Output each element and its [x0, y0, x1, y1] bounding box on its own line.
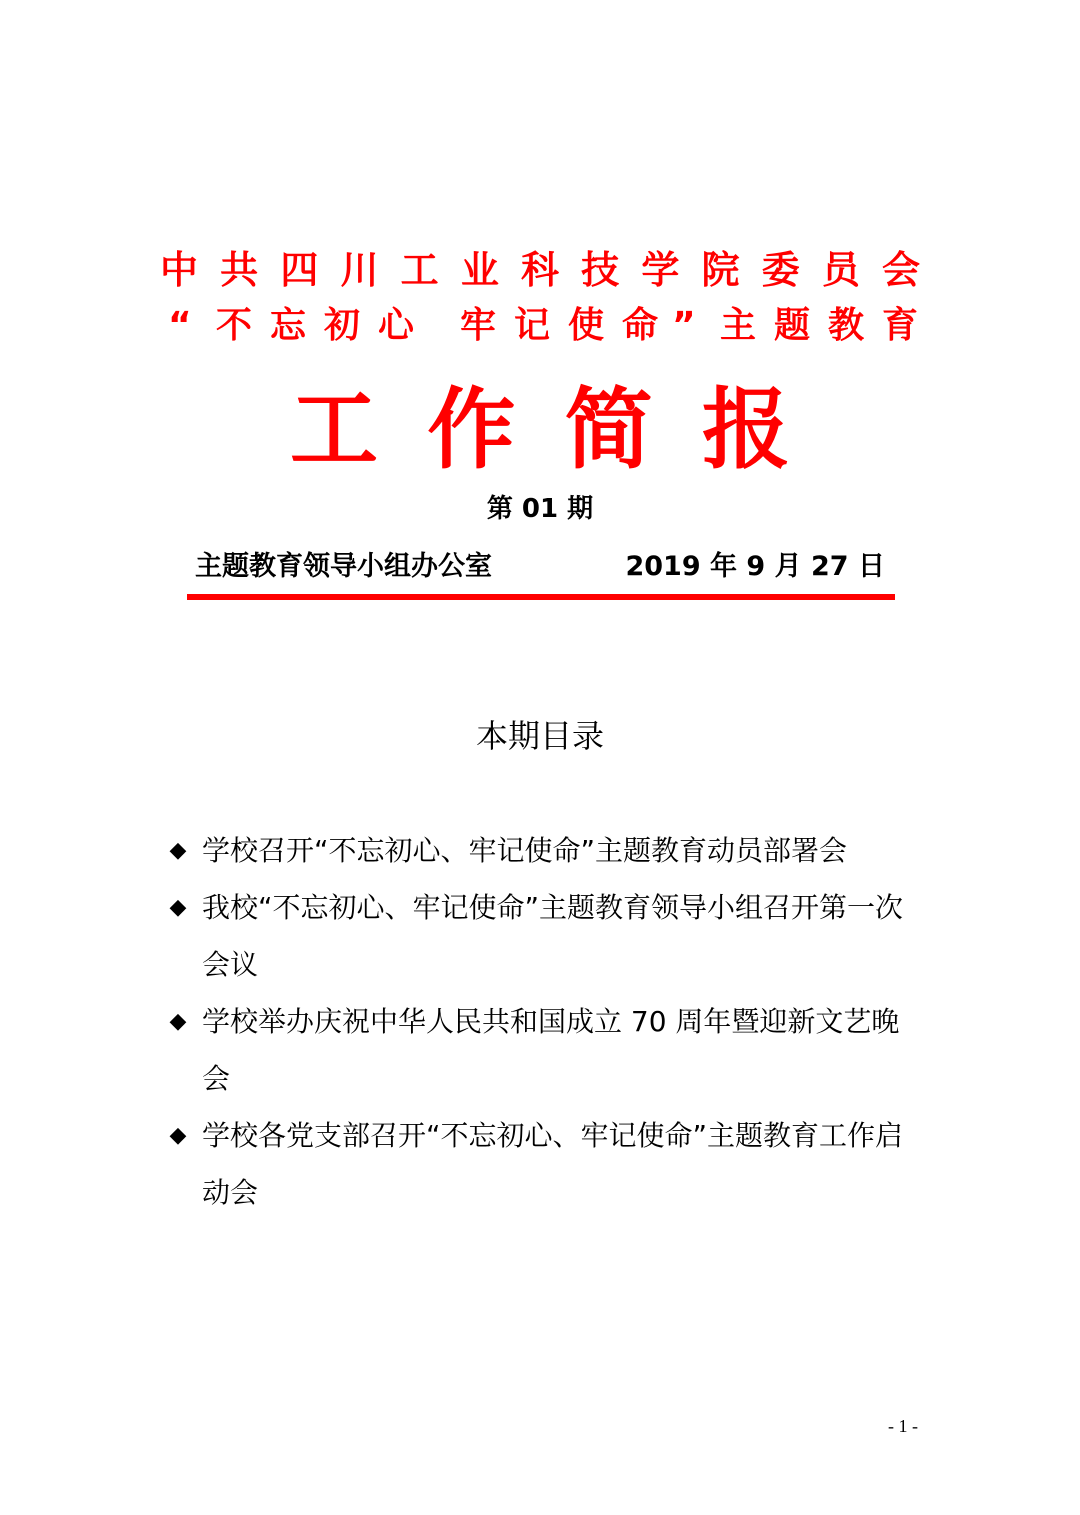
theme-char: 育: [882, 305, 919, 346]
diamond-bullet-icon: ◆: [169, 1123, 187, 1148]
theme-char: 不: [216, 305, 253, 346]
header-theme: [160, 299, 920, 353]
theme-char: 命: [622, 305, 659, 346]
toc-item: [165, 1107, 920, 1221]
bulletin-title: 工 作 简 报: [290, 378, 790, 481]
issuing-office: 主题教育领导小组办公室: [195, 551, 492, 582]
header-organization: 中 共 四 川 工 业 科 技 学 院 委 员 会: [160, 248, 920, 292]
theme-char: 题: [774, 305, 811, 346]
red-divider: [187, 594, 895, 600]
toc-item-text: 学校举办庆祝中华人民共和国成立 70 周年暨迎新文艺晚会: [202, 1005, 900, 1095]
toc-item: [165, 879, 920, 993]
toc-title: 本期目录: [475, 717, 604, 755]
theme-char: 教: [828, 305, 865, 346]
toc-list: [165, 822, 920, 1221]
theme-char: 记: [514, 305, 551, 346]
theme-char: 忘: [270, 305, 307, 346]
theme-char: 牢: [460, 305, 497, 346]
diamond-bullet-icon: ◆: [169, 1009, 187, 1034]
toc-item: [165, 822, 920, 879]
issue-date: 2019 年 9 月 27 日: [625, 551, 885, 582]
theme-char: 心: [378, 305, 415, 346]
theme-char: 初: [324, 305, 361, 346]
toc-item-text: 我校“不忘初心、牢记使命”主题教育领导小组召开第一次会议: [202, 891, 904, 981]
toc-item-text: 学校各党支部召开“不忘初心、牢记使命”主题教育工作启动会: [202, 1119, 904, 1209]
toc-item: [165, 993, 920, 1107]
issue-number: 第 01 期: [486, 494, 594, 524]
theme-char: 使: [568, 305, 605, 346]
diamond-bullet-icon: ◆: [169, 895, 187, 920]
theme-open-quote: “: [168, 305, 192, 346]
diamond-bullet-icon: ◆: [169, 838, 187, 863]
theme-char: 主: [720, 305, 757, 346]
page-number: - 1 -: [888, 1416, 918, 1436]
toc-item-text: 学校召开“不忘初心、牢记使命”主题教育动员部署会: [202, 834, 848, 867]
theme-close-quote: ”: [672, 305, 696, 346]
